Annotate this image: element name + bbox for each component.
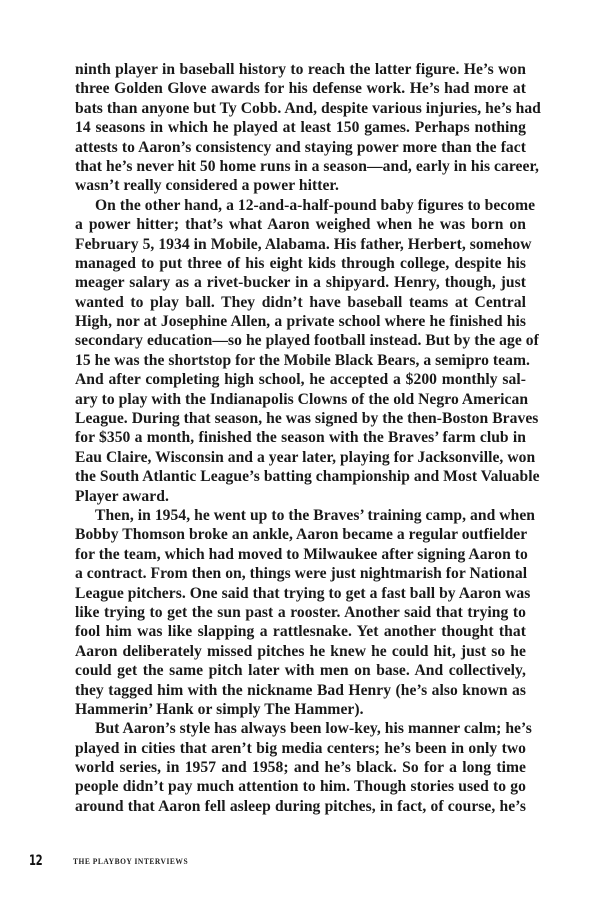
text-line: Bobby Thomson broke an ankle, Aaron became a regular outfielder: [75, 526, 528, 544]
text-line: for $350 a month, finished the season with the Braves’ farm club in: [75, 429, 526, 447]
text-line: 15 he was the shortstop for the Mobile Black Bears, a semipro team.: [75, 351, 530, 369]
text-line: the South Atlantic League’s batting championship and Most Valuable: [75, 468, 540, 486]
text-line: But Aaron’s style has always been low-key, his manner calm; he’s: [95, 720, 532, 738]
page-number: 12: [29, 853, 43, 869]
text-line: Eau Claire, Wisconsin and a year later, playing for Jacksonville, won: [75, 448, 536, 466]
text-line: that he’s never hit 50 home runs in a season—and, early in his career,: [75, 157, 539, 175]
text-line: Player award.: [75, 487, 169, 505]
paragraph: [75, 506, 536, 719]
text-line: wanted to play ball. They didn’t have baseball teams at Central: [75, 293, 526, 311]
text-line: could get the same pitch later with men on base. And collectively,: [75, 662, 526, 680]
text-line: like trying to get the sun past a rooster. Another said that trying to: [75, 603, 526, 621]
text-line: League. During that season, he was signed by the then-Boston Braves: [75, 410, 539, 428]
text-line: people didn’t pay much attention to him. Though stories used to go: [75, 778, 526, 796]
page-footer: [0, 853, 600, 873]
text-line: On the other hand, a 12-and-a-half-pound baby figures to become: [95, 196, 536, 214]
text-line: wasn’t really considered a power hitter.: [75, 177, 339, 195]
text-line: ary to play with the Indianapolis Clowns of the old Negro American: [75, 390, 529, 408]
text-line: they tagged him with the nickname Bad Henry (he’s also known as: [75, 681, 526, 699]
text-line: three Golden Glove awards for his defense work. He’s had more at: [75, 80, 526, 98]
text-line: attests to Aaron’s consistency and staying power more than the fact: [75, 138, 526, 156]
text-line: world series, in 1957 and 1958; and he’s black. So for a long time: [75, 759, 526, 777]
text-line: managed to put three of his eight kids through college, despite his: [75, 254, 526, 272]
text-line: around that Aaron fell asleep during pitches, in fact, of course, he’s: [75, 797, 526, 815]
text-line: ninth player in baseball history to reach the latter figure. He’s won: [75, 61, 526, 78]
text-line: played in cities that aren’t big media centers; he’s been in only two: [75, 739, 526, 757]
text-line: secondary education—so he played football instead. But by the age of: [75, 332, 539, 350]
body-text: [75, 60, 541, 816]
text-line: for the team, which had moved to Milwaukee after signing Aaron to: [75, 545, 528, 563]
paragraph: [75, 196, 540, 506]
text-line: meager salary as a rivet-bucker in a shipyard. Henry, though, just: [75, 274, 526, 292]
text-line: a contract. From then on, things were just nightmarish for National: [75, 565, 528, 583]
running-head: THE PLAYBOY INTERVIEWS: [73, 856, 189, 866]
text-line: And after completing high school, he accepted a $200 monthly sal-: [75, 371, 526, 389]
text-line: February 5, 1934 in Mobile, Alabama. His father, Herbert, somehow: [75, 235, 532, 253]
text-line: Then, in 1954, he went up to the Braves’ training camp, and when: [95, 506, 536, 524]
text-line: League pitchers. One said that trying to get a fast ball by Aaron was: [75, 584, 531, 602]
text-line: High, nor at Josephine Allen, a private school where he finished his: [75, 313, 526, 331]
text-line: a power hitter; that’s what Aaron weighed when he was born on: [75, 216, 526, 234]
text-line: Aaron deliberately missed pitches he knew he could hit, just so he: [75, 642, 526, 660]
text-line: bats than anyone but Ty Cobb. And, despite various injuries, he’s had: [75, 99, 541, 117]
text-line: 14 seasons in which he played at least 150 games. Perhaps nothing: [75, 119, 526, 137]
text-line: fool him was like slapping a rattlesnake. Yet another thought that: [75, 623, 526, 641]
paragraph: [75, 60, 541, 196]
text-line: Hammerin’ Hank or simply The Hammer).: [75, 700, 364, 718]
paragraph: [75, 719, 532, 816]
